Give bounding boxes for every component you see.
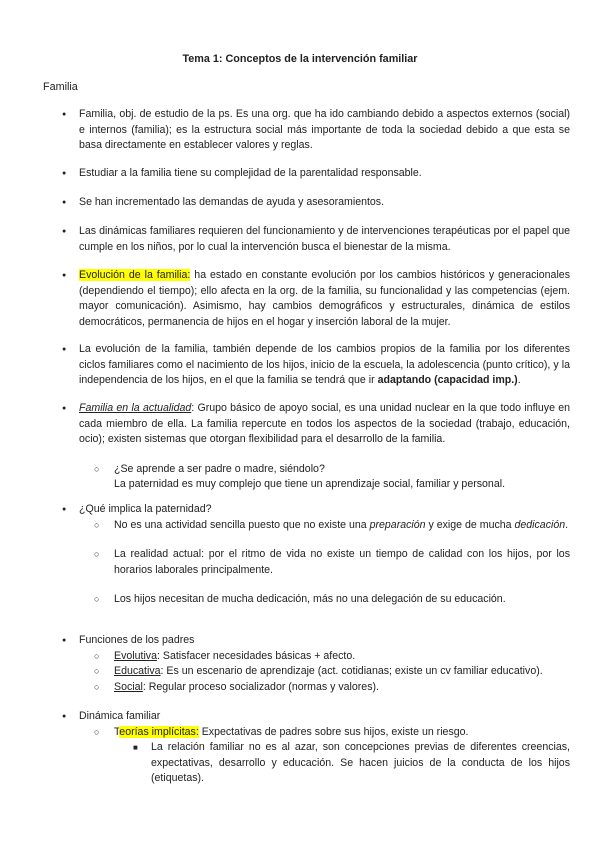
- sub-bullet-hijos: ○ Los hijos necesitan de mucha dedicación, más no una delegación de su educación.: [94, 592, 570, 608]
- italic-dedicacion: dedicación: [514, 518, 566, 531]
- bullet-dinamica-familiar: [62, 709, 570, 787]
- bullet-evolucion-ciclos: [62, 342, 570, 389]
- text-part: .: [565, 518, 569, 531]
- sub-bullet-social: [94, 680, 570, 696]
- text-part: y exige de mucha: [425, 518, 515, 531]
- sub-bullet-answer: La paternidad es muy complejo que tiene un aprendizaje social, familiar y personal.: [114, 478, 506, 491]
- bullet-text: ● Familia, obj. de estudio de la ps. Es una org. que ha ido cambiando debido a aspectos externos (social) e internos (familia); es la estructura social más importante de toda la sociedad debido a que esta se basa directamente en establecer valores y reglas.: [62, 107, 570, 154]
- document-title: Tema 1: Conceptos de la intervención familiar: [182, 53, 418, 65]
- bullet-familia-actualidad: [62, 401, 570, 493]
- bullet-text: [62, 342, 570, 389]
- term-familia-actualidad: Familia en la actualidad: [79, 402, 192, 414]
- bullet-funciones-padres: [62, 633, 570, 695]
- text-part: : Regular proceso socializador (normas y valores).: [142, 680, 379, 693]
- sub-bullet-educativa: [94, 664, 570, 680]
- bullet-text: [62, 268, 570, 330]
- term-educativa: Educativa: [114, 665, 161, 678]
- highlighted-term: eorías implícitas:: [119, 725, 199, 738]
- sub-bullet-actividad: [94, 518, 570, 534]
- italic-preparacion: preparación: [369, 518, 426, 531]
- term-social: Social: [114, 680, 143, 693]
- bullet-text: ● Dinámica familiar: [62, 709, 570, 725]
- bullet-body: ha estado en constante evolución por los cambios históricos y generacionales (dependiendo el tiempo); ello afecta en la org. de la familia, su funcionalidad y las competencias (ejem. mayor comunicación). Asimismo, hay cambios demográficos y estructurales, dinámica de estilos democráticos, permanencia de hijos en el hogar y inserción laboral de la mujer.: [79, 269, 570, 328]
- term-evolutiva: Evolutiva: [114, 649, 157, 662]
- text-part: : Es un escenario de aprendizaje (act. cotidianas; existe un cv familiar educativo).: [160, 665, 543, 678]
- bullet-body: : Grupo básico de apoyo social, es una unidad nuclear en la que todo influye en cada miembro de ella. La familia repercute en todos los aspectos de la sociedad (trabajo, educación, ocio); existen sistemas que otorgan flexibilidad para el desarrollo de la familia.: [79, 402, 570, 446]
- sub-bullet-evolutiva: [94, 649, 570, 665]
- sub-bullet-teorias-implicitas: [94, 725, 570, 741]
- bullet-que-implica-paternidad: [62, 502, 570, 608]
- sub-bullet-question: ○ ¿Se aprende a ser padre o madre, siéndolo?: [94, 462, 570, 478]
- bullet-text: ● Se han incrementado las demandas de ayuda y asesoramientos.: [62, 195, 570, 211]
- sub-bullet-realidad: ○ La realidad actual: por el ritmo de vida no existe un tiempo de calidad con los hijos, por los horarios laborales principalmente.: [94, 547, 570, 578]
- bullet-text: ● Las dinámicas familiares requieren del funcionamiento y de intervenciones terapéuticas por el papel que cumple en los niños, por lo cual la intervención busca el bienestar de la misma.: [62, 224, 570, 255]
- bullet-evolucion-familia: [62, 268, 570, 330]
- text-part: T: [114, 725, 120, 738]
- text-part: No es una actividad sencilla puesto que no existe una: [114, 518, 370, 531]
- sub-sub-bullet-relacion-familiar: ■ La relación familiar no es al azar, son concepciones previas de diferentes creencias, expectativas, desarrollo y educación. Se hacen juicios de la conducta de los hijos (etiquetas).: [133, 740, 570, 787]
- highlighted-term: Evolución de la familia:: [79, 269, 191, 281]
- text-part: Expectativas de padres sobre sus hijos, existe un riesgo.: [198, 725, 469, 738]
- bullet-body: La evolución de la familia, también depende de los cambios propios de la familia por los diferentes ciclos familiares como el nacimiento de los hijos, inicio de la escuela, la adolescencia (punto crítico), y la independencia de los hijos, en el que la familia se tendrá que ir: [79, 343, 570, 387]
- bullet-text: ● Estudiar a la familia tiene su complejidad de la parentalidad responsable.: [62, 166, 570, 182]
- bullet-familia-definicion: [62, 107, 570, 154]
- bullet-text: ● Funciones de los padres: [62, 633, 570, 649]
- bullet-estudiar-familia: [62, 166, 570, 182]
- text-part: : Satisfacer necesidades básicas + afecto.: [157, 649, 356, 662]
- bullet-text: ● ¿Qué implica la paternidad?: [62, 502, 570, 518]
- bullet-dinamicas-familiares: [62, 224, 570, 255]
- bold-phrase: adaptando (capacidad imp.): [377, 374, 518, 387]
- section-heading-familia: Familia: [43, 81, 78, 93]
- bullet-end: .: [517, 374, 521, 387]
- bullet-demandas: [62, 195, 570, 211]
- bullet-text: [62, 401, 570, 448]
